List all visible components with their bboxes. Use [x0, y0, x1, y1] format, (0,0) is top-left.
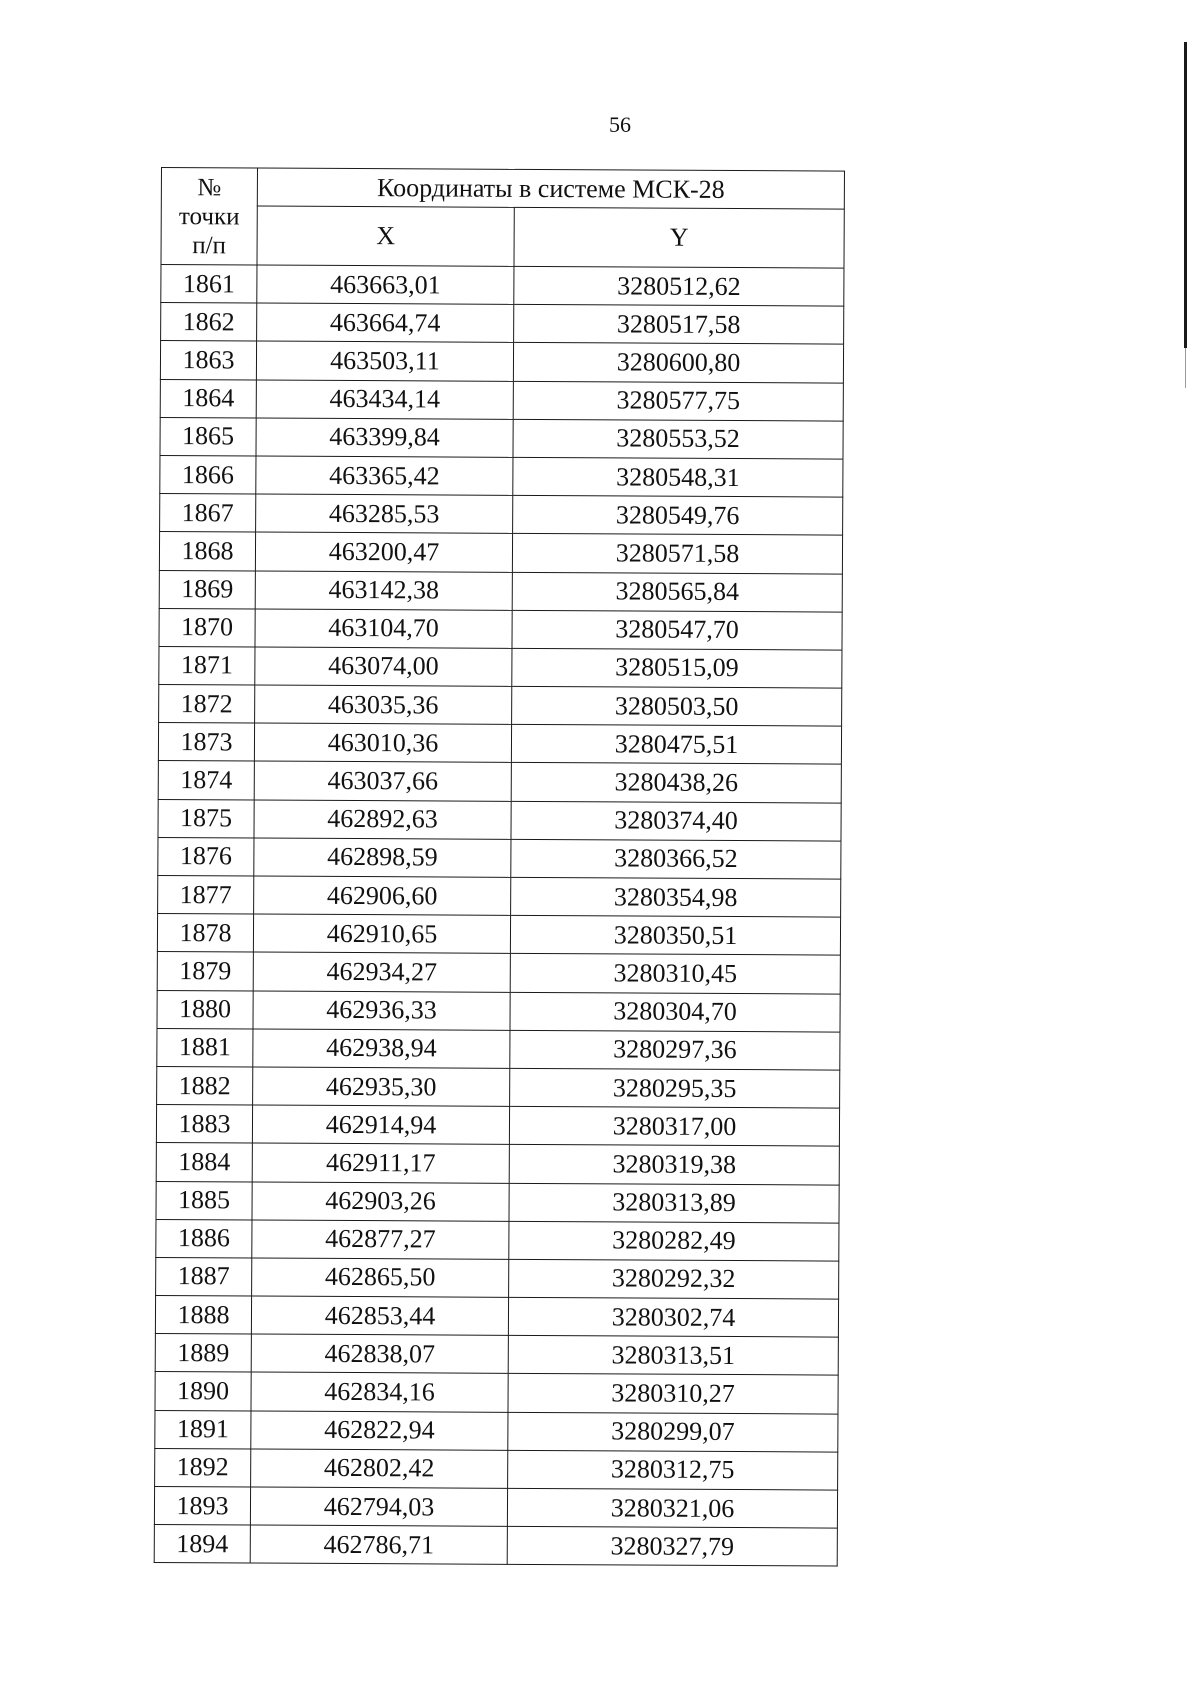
y-coordinate-cell: 3280503,50 [512, 686, 842, 726]
table-row [159, 685, 842, 727]
x-coordinate-cell: 463503,11 [256, 341, 513, 381]
x-coordinate-cell: 462903,26 [252, 1181, 509, 1221]
x-coordinate-cell: 463365,42 [256, 456, 513, 496]
table-row [157, 1066, 840, 1108]
point-number-cell: 1886 [156, 1219, 252, 1258]
point-number-cell: 1861 [161, 265, 257, 304]
y-coordinate-cell: 3280321,06 [507, 1488, 837, 1528]
table-row [158, 723, 841, 765]
point-number-cell: 1865 [160, 417, 256, 456]
table-row [158, 761, 841, 803]
point-number-cell: 1882 [157, 1066, 253, 1105]
x-column-header: X [257, 206, 514, 266]
table-row [158, 837, 841, 879]
coordinate-system-header: Координаты в системе МСК-28 [257, 168, 844, 209]
table-row [160, 341, 843, 383]
x-coordinate-cell: 463664,74 [257, 303, 514, 343]
x-coordinate-cell: 463035,36 [255, 685, 512, 725]
point-number-cell: 1876 [158, 837, 254, 876]
y-coordinate-cell: 3280374,40 [511, 801, 841, 841]
table-row [157, 1028, 840, 1070]
x-coordinate-cell: 463104,70 [255, 609, 512, 649]
table-row [159, 646, 842, 688]
y-coordinate-cell: 3280319,38 [509, 1145, 839, 1185]
y-coordinate-cell: 3280354,98 [511, 877, 841, 917]
y-column-header: Y [514, 207, 844, 268]
point-number-cell: 1873 [158, 723, 254, 762]
point-number-cell: 1877 [158, 875, 254, 914]
point-number-cell: 1871 [159, 646, 255, 685]
y-coordinate-cell: 3280366,52 [511, 839, 841, 879]
x-coordinate-cell: 462786,71 [250, 1525, 507, 1565]
table-row [160, 417, 843, 459]
point-number-header-line-3: п/п [192, 231, 227, 259]
y-coordinate-cell: 3280475,51 [511, 725, 841, 765]
table-row [161, 303, 844, 345]
table-row [155, 1372, 838, 1414]
y-coordinate-cell: 3280302,74 [508, 1297, 838, 1337]
x-coordinate-cell: 462898,59 [254, 838, 511, 878]
x-coordinate-cell: 463037,66 [254, 761, 511, 801]
point-number-cell: 1879 [157, 952, 253, 991]
table-row [160, 379, 843, 421]
y-coordinate-cell: 3280310,45 [510, 954, 840, 994]
y-coordinate-cell: 3280600,80 [513, 343, 843, 383]
point-number-cell: 1874 [158, 761, 254, 800]
x-coordinate-cell: 463663,01 [257, 265, 514, 305]
point-number-cell: 1869 [159, 570, 255, 609]
y-coordinate-cell: 3280565,84 [512, 572, 842, 612]
point-number-header-line-2: точки [178, 202, 240, 230]
point-number-cell: 1894 [154, 1525, 250, 1564]
y-coordinate-cell: 3280577,75 [513, 381, 843, 421]
y-coordinate-cell: 3280299,07 [508, 1412, 838, 1452]
table-row [159, 532, 842, 574]
y-coordinate-cell: 3280515,09 [512, 648, 842, 688]
point-number-cell: 1875 [158, 799, 254, 838]
y-coordinate-cell: 3280310,27 [508, 1374, 838, 1414]
point-number-cell: 1889 [155, 1334, 251, 1373]
y-coordinate-cell: 3280438,26 [511, 763, 841, 803]
point-number-header-line-1: № [197, 173, 222, 201]
y-coordinate-cell: 3280304,70 [510, 992, 840, 1032]
point-number-cell: 1864 [160, 379, 256, 418]
x-coordinate-cell: 462802,42 [251, 1449, 508, 1489]
x-coordinate-cell: 462853,44 [251, 1296, 508, 1336]
y-coordinate-cell: 3280297,36 [510, 1030, 840, 1070]
y-coordinate-cell: 3280571,58 [512, 534, 842, 574]
x-coordinate-cell: 463074,00 [255, 647, 512, 687]
table-row [156, 1181, 839, 1223]
table-row [155, 1448, 838, 1490]
x-coordinate-cell: 462877,27 [252, 1220, 509, 1260]
y-coordinate-cell: 3280517,58 [514, 305, 844, 345]
table-row [157, 952, 840, 994]
table-row [154, 1486, 837, 1528]
x-coordinate-cell: 462906,60 [254, 876, 511, 916]
x-coordinate-cell: 462822,94 [251, 1411, 508, 1451]
x-coordinate-cell: 463399,84 [256, 418, 513, 458]
y-coordinate-cell: 3280317,00 [509, 1106, 839, 1146]
x-coordinate-cell: 462910,65 [253, 914, 510, 954]
point-number-cell: 1870 [159, 608, 255, 647]
scan-edge-line-faint [1185, 348, 1186, 388]
x-coordinate-cell: 462938,94 [253, 1029, 510, 1069]
point-number-header [161, 168, 258, 266]
point-number-cell: 1893 [154, 1486, 250, 1525]
point-number-cell: 1867 [160, 494, 256, 533]
x-coordinate-cell: 462914,94 [252, 1105, 509, 1145]
table-row [158, 799, 841, 841]
table-row [155, 1296, 838, 1338]
table-row [157, 914, 840, 956]
y-coordinate-cell: 3280313,51 [508, 1336, 838, 1376]
y-coordinate-cell: 3280547,70 [512, 610, 842, 650]
y-coordinate-cell: 3280327,79 [507, 1527, 837, 1567]
x-coordinate-cell: 462935,30 [253, 1067, 510, 1107]
point-number-cell: 1884 [156, 1143, 252, 1182]
point-number-cell: 1863 [160, 341, 256, 380]
table-row [155, 1410, 838, 1452]
point-number-cell: 1878 [157, 914, 253, 953]
point-number-cell: 1868 [159, 532, 255, 571]
table-row [159, 608, 842, 650]
y-coordinate-cell: 3280512,62 [514, 266, 844, 306]
table-row [156, 1143, 839, 1185]
y-coordinate-cell: 3280312,75 [508, 1450, 838, 1490]
x-coordinate-cell: 462911,17 [252, 1143, 509, 1183]
y-coordinate-cell: 3280553,52 [513, 419, 843, 459]
point-number-cell: 1887 [156, 1257, 252, 1296]
point-number-cell: 1891 [155, 1410, 251, 1449]
point-number-cell: 1880 [157, 990, 253, 1029]
table-row [154, 1525, 837, 1567]
y-coordinate-cell: 3280548,31 [513, 457, 843, 497]
x-coordinate-cell: 462936,33 [253, 991, 510, 1031]
table-row [155, 1334, 838, 1376]
table-row [159, 570, 842, 612]
point-number-cell: 1890 [155, 1372, 251, 1411]
table-row [160, 494, 843, 536]
table-row [156, 1219, 839, 1261]
x-coordinate-cell: 463010,36 [254, 723, 511, 763]
x-coordinate-cell: 463434,14 [256, 380, 513, 420]
x-coordinate-cell: 463142,38 [255, 570, 512, 610]
point-number-cell: 1872 [159, 685, 255, 724]
point-number-cell: 1883 [156, 1105, 252, 1144]
x-coordinate-cell: 462865,50 [252, 1258, 509, 1298]
point-number-cell: 1866 [160, 455, 256, 494]
y-coordinate-cell: 3280282,49 [509, 1221, 839, 1261]
point-number-cell: 1881 [157, 1028, 253, 1067]
coordinates-table [154, 167, 845, 1567]
table-header [161, 168, 844, 269]
table-row [160, 455, 843, 497]
page-number: 56 [609, 112, 631, 137]
point-number-cell: 1862 [161, 303, 257, 342]
table-row [156, 1105, 839, 1147]
table-row [156, 1257, 839, 1299]
x-coordinate-cell: 462934,27 [253, 952, 510, 992]
point-number-cell: 1892 [155, 1448, 251, 1487]
table-row [161, 265, 844, 307]
x-coordinate-cell: 462794,03 [250, 1487, 507, 1527]
x-coordinate-cell: 462838,07 [251, 1334, 508, 1374]
table-row [157, 990, 840, 1032]
scan-edge-line [1184, 42, 1187, 348]
x-coordinate-cell: 462834,16 [251, 1372, 508, 1412]
x-coordinate-cell: 463285,53 [256, 494, 513, 534]
point-number-cell: 1885 [156, 1181, 252, 1220]
y-coordinate-cell: 3280295,35 [510, 1068, 840, 1108]
x-coordinate-cell: 463200,47 [255, 532, 512, 572]
x-coordinate-cell: 462892,63 [254, 800, 511, 840]
y-coordinate-cell: 3280292,32 [509, 1259, 839, 1299]
table-row [158, 875, 841, 917]
y-coordinate-cell: 3280313,89 [509, 1183, 839, 1223]
table-body [154, 265, 844, 1567]
y-coordinate-cell: 3280549,76 [513, 495, 843, 535]
point-number-cell: 1888 [155, 1296, 251, 1335]
y-coordinate-cell: 3280350,51 [510, 916, 840, 956]
